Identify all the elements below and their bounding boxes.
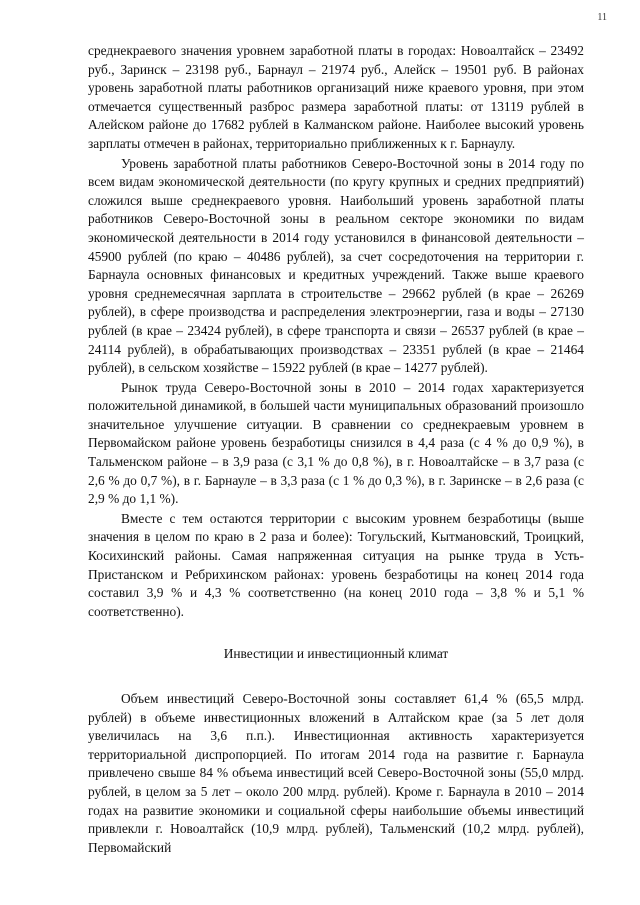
paragraph-unemployment-areas: Вместе с тем остаются территории с высоким уровнем безработицы (выше значения в целом по краю в 2 раза и более): Тогульский, Кытмановский, Троицкий, Косихинский районы. Самая напряженная ситуация на рынке труда в Усть-Пристанском и Ребрихинском районах: уровень безработицы на конец 2014 года составил 3,9 % и 4,3 % соответственно (на конец 2010 года – 3,8 % и 5,1 % соответственно). <box>88 510 584 619</box>
paragraph-investments: Объем инвестиций Северо-Восточной зоны составляет 61,4 % (65,5 млрд. рублей) в объеме инвестиционных вложений в Алтайском крае (за 5 лет доля увеличилась на 3,6 п.п.). Инвестиционная активность характеризуется территориальной диспропорцией. По итогам 2014 года на развитие г. Барнаула привлечено свыше 84 % объема инвестиций всей Северо-Восточной зоны (55,0 млрд. рублей, в целом за 5 лет – около 200 млрд. рублей). Кроме г. Барнаула в 2010 – 2014 годах на развитие экономики и социальной сферы наибольшие объемы инвестиций привлекли г. Новоалтайск (10,9 млрд. рублей), Тальменский (10,2 млрд. рублей), Первомайский <box>88 691 584 855</box>
paragraph-labor-market: Рынок труда Северо-Восточной зоны в 2010 – 2014 годах характеризуется положительной динамикой, в большей части муниципальных образований произошло значительное улучшение ситуации. В сравнении со среднекраевым уровнем в Первомайском районе уровень безработицы снизился в 4,4 раза (с 4 % до 0,9 %), в Тальменском районе – в 3,9 раза (с 3,1 % до 0,8 %), в г. Новоалтайске – в 3,7 раза (с 2,6 % до 0,7 %), в г. Барнауле – в 3,3 раза (с 1 % до 0,3 %), в г. Заринске – в 2,6 раза (с 2,9 % до 1,1 %). <box>88 379 584 507</box>
paragraph-wages-sectors: Уровень заработной платы работников Северо-Восточной зоны в 2014 году по всем видам экономической деятельности (по кругу крупных и средних предприятий) сложился выше среднекраевого уровня. Наибольший уровень заработной платы работников Северо-Восточной зоны в реальном секторе экономики по видам экономической деятельности в 2014 году установился в финансовой деятельности – 45900 рублей (по краю – 40486 рублей), за счет сосредоточения на территории г. Барнаула основных финансовых и кредитных учреждений. Также выше краевого уровня среднемесячная зарплата в строительстве – 29662 рублей (в крае – 26269 рублей), в сфере производства и распределения электроэнергии, газа и воды – 27130 рублей (в крае – 23424 рублей), в сфере транспорта и связи – 26537 рублей (в крае – 24114 рублей), в обрабатывающих производствах – 23351 рублей (в крае – 21464 рублей), в сельском хозяйстве – 15922 рублей (в крае – 14277 рублей). <box>88 155 584 376</box>
paragraph-wages-cities: среднекраевого значения уровнем заработной платы в городах: Новоалтайск – 23492 руб., Заринск – 23198 руб., Барнаул – 21974 руб., Алейск – 19501 руб. В районах уровень заработной платы работников организаций ниже краевого уровня, при этом отмечается существенный разброс размера заработной платы: от 13119 рублей в Алейском районе до 17682 рублей в Калманском районе. Наиболее высокий уровень зарплаты отмечен в районах, территориально приближенных к г. Барнаулу. <box>88 43 584 151</box>
page-number: 11 <box>597 12 607 23</box>
section-heading-investments: Инвестиции и инвестиционный климат <box>223 646 449 662</box>
